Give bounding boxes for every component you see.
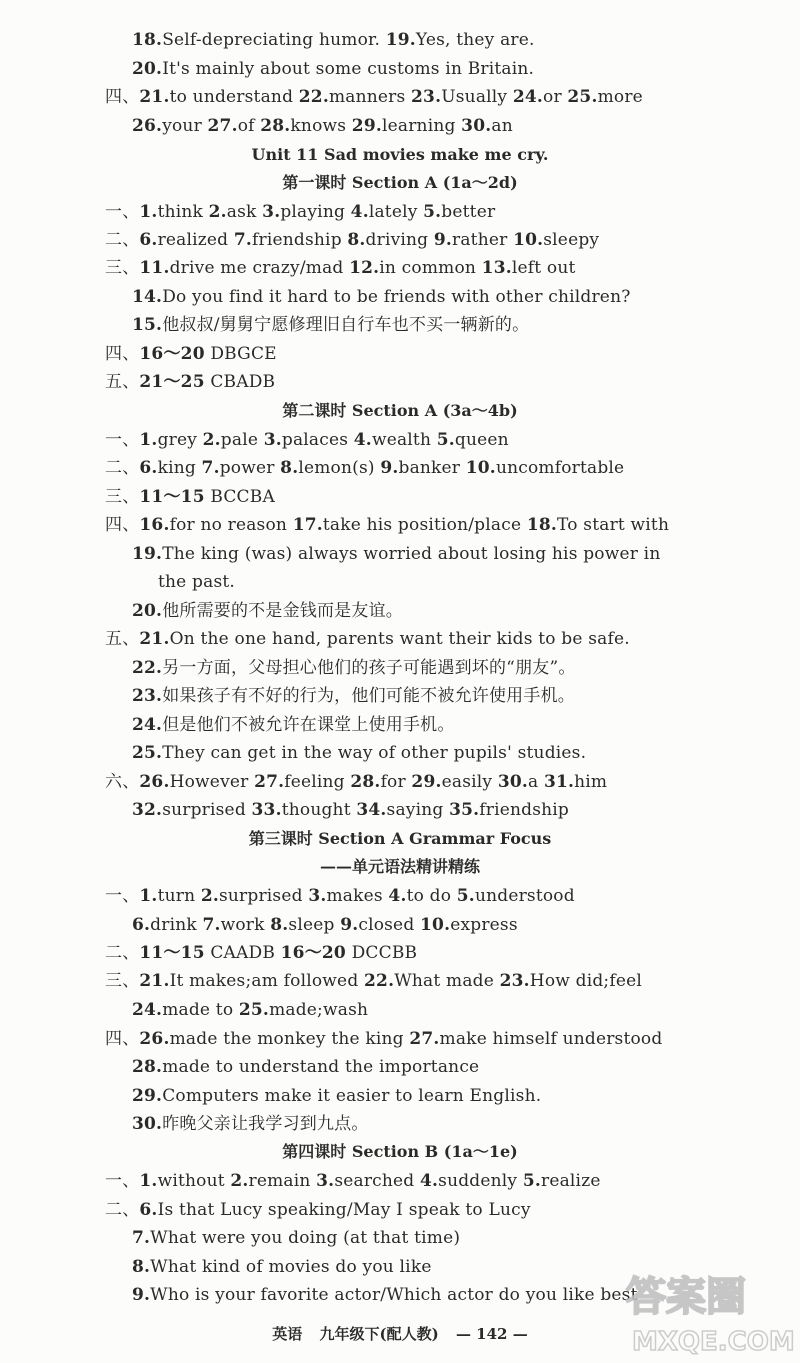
answer-line: 24.made to 25.made;wash (132, 1000, 369, 1020)
answer-line: 9.Who is your favorite actor/Which actor do you like best (132, 1285, 638, 1305)
answer-line: 三、11～15 BCCBA (105, 487, 275, 507)
answer-line: 二、6.Is that Lucy speaking/May I speak to Lucy (105, 1200, 531, 1220)
section-heading: 第三课时 Section A Grammar Focus (248, 829, 552, 848)
footer-subject: 英语 (272, 1325, 303, 1343)
answer-line: 二、6.realized 7.friendship 8.driving 9.rather 10.sleepy (105, 230, 600, 250)
answer-line: 二、6.king 7.power 8.lemon(s) 9.banker 10.uncomfortable (105, 458, 625, 478)
answer-line: 二、11～15 CAADB 16～20 DCCBB (105, 943, 418, 963)
answer-line: 30.昨晚父亲让我学习到九点。 (132, 1114, 369, 1134)
answer-line: 一、1.grey 2.pale 3.palaces 4.wealth 5.queen (105, 430, 509, 450)
answer-line: 18.Self-depreciating humor. 19.Yes, they are. (132, 30, 535, 50)
section-heading: 第一课时 Section A (1a～2d) (282, 173, 518, 192)
section-heading: 第四课时 Section B (1a～1e) (282, 1142, 518, 1161)
answer-line: 28.made to understand the importance (132, 1057, 480, 1077)
answer-line: 六、26.However 27.feeling 28.for 29.easily 30.a 31.him (105, 772, 608, 792)
footer-page-number: — 142 — (455, 1325, 528, 1343)
answer-line: 一、1.think 2.ask 3.playing 4.lately 5.better (105, 202, 496, 222)
answer-line: 四、26.made the monkey the king 27.make himself understood (105, 1029, 663, 1049)
answer-line: 20.他所需要的不是金钱而是友谊。 (132, 601, 403, 621)
answer-line: 20.It's mainly about some customs in Britain. (132, 59, 535, 79)
answer-line: 32.surprised 33.thought 34.saying 35.friendship (132, 800, 570, 820)
answer-line: 22.另一方面，父母担心他们的孩子可能遇到坏的“朋友”。 (132, 658, 576, 678)
answer-line: 三、11.drive me crazy/mad 12.in common 13.left out (105, 258, 576, 278)
answer-line: 一、1.turn 2.surprised 3.makes 4.to do 5.understood (105, 886, 575, 906)
answer-line: 五、21～25 CBADB (105, 372, 276, 392)
answer-line: 五、21.On the one hand, parents want their kids to be safe. (105, 629, 630, 649)
answer-line: 四、16～20 DBGCE (105, 344, 277, 364)
footer-grade: 九年级下(配人教) (319, 1325, 439, 1343)
watermark-logo (618, 1262, 800, 1363)
answer-line: 14.Do you find it hard to be friends with other children? (132, 287, 631, 307)
watermark-top-text: 答案圈 (626, 1274, 746, 1320)
answer-line: 25.They can get in the way of other pupils' studies. (132, 743, 587, 763)
answer-line: 29.Computers make it easier to learn English. (132, 1086, 542, 1106)
section-heading: 第二课时 Section A (3a～4b) (282, 401, 518, 420)
answer-line: 三、21.It makes;am followed 22.What made 23.How did;feel (105, 971, 642, 991)
answer-line: 15.他叔叔/舅舅宁愿修理旧自行车也不买一辆新的。 (132, 315, 530, 335)
section-heading: ——单元语法精讲精练 (319, 857, 480, 876)
answer-line: the past. (158, 572, 236, 592)
answer-line: 23.如果孩子有不好的行为，他们可能不被允许使用手机。 (132, 686, 575, 706)
answer-line: 一、1.without 2.remain 3.searched 4.suddenly 5.realize (105, 1171, 601, 1191)
answer-line: 8.What kind of movies do you like (132, 1257, 432, 1277)
answer-line: 26.your 27.of 28.knows 29.learning 30.an (132, 116, 513, 136)
section-heading: Unit 11 Sad movies make me cry. (251, 145, 549, 164)
answer-line: 7.What were you doing (at that time) (132, 1228, 461, 1248)
answer-line: 6.drink 7.work 8.sleep 9.closed 10.express (132, 915, 518, 935)
answer-line: 四、16.for no reason 17.take his position/place 18.To start with (105, 515, 670, 535)
answer-line: 19.The king (was) always worried about losing his power in (132, 544, 661, 564)
answer-line: 24.但是他们不被允许在课堂上使用手机。 (132, 715, 455, 735)
watermark-bottom-text: MXQE.COM (632, 1327, 795, 1357)
answer-line: 四、21.to understand 22.manners 23.Usually 24.or 25.more (105, 87, 643, 107)
